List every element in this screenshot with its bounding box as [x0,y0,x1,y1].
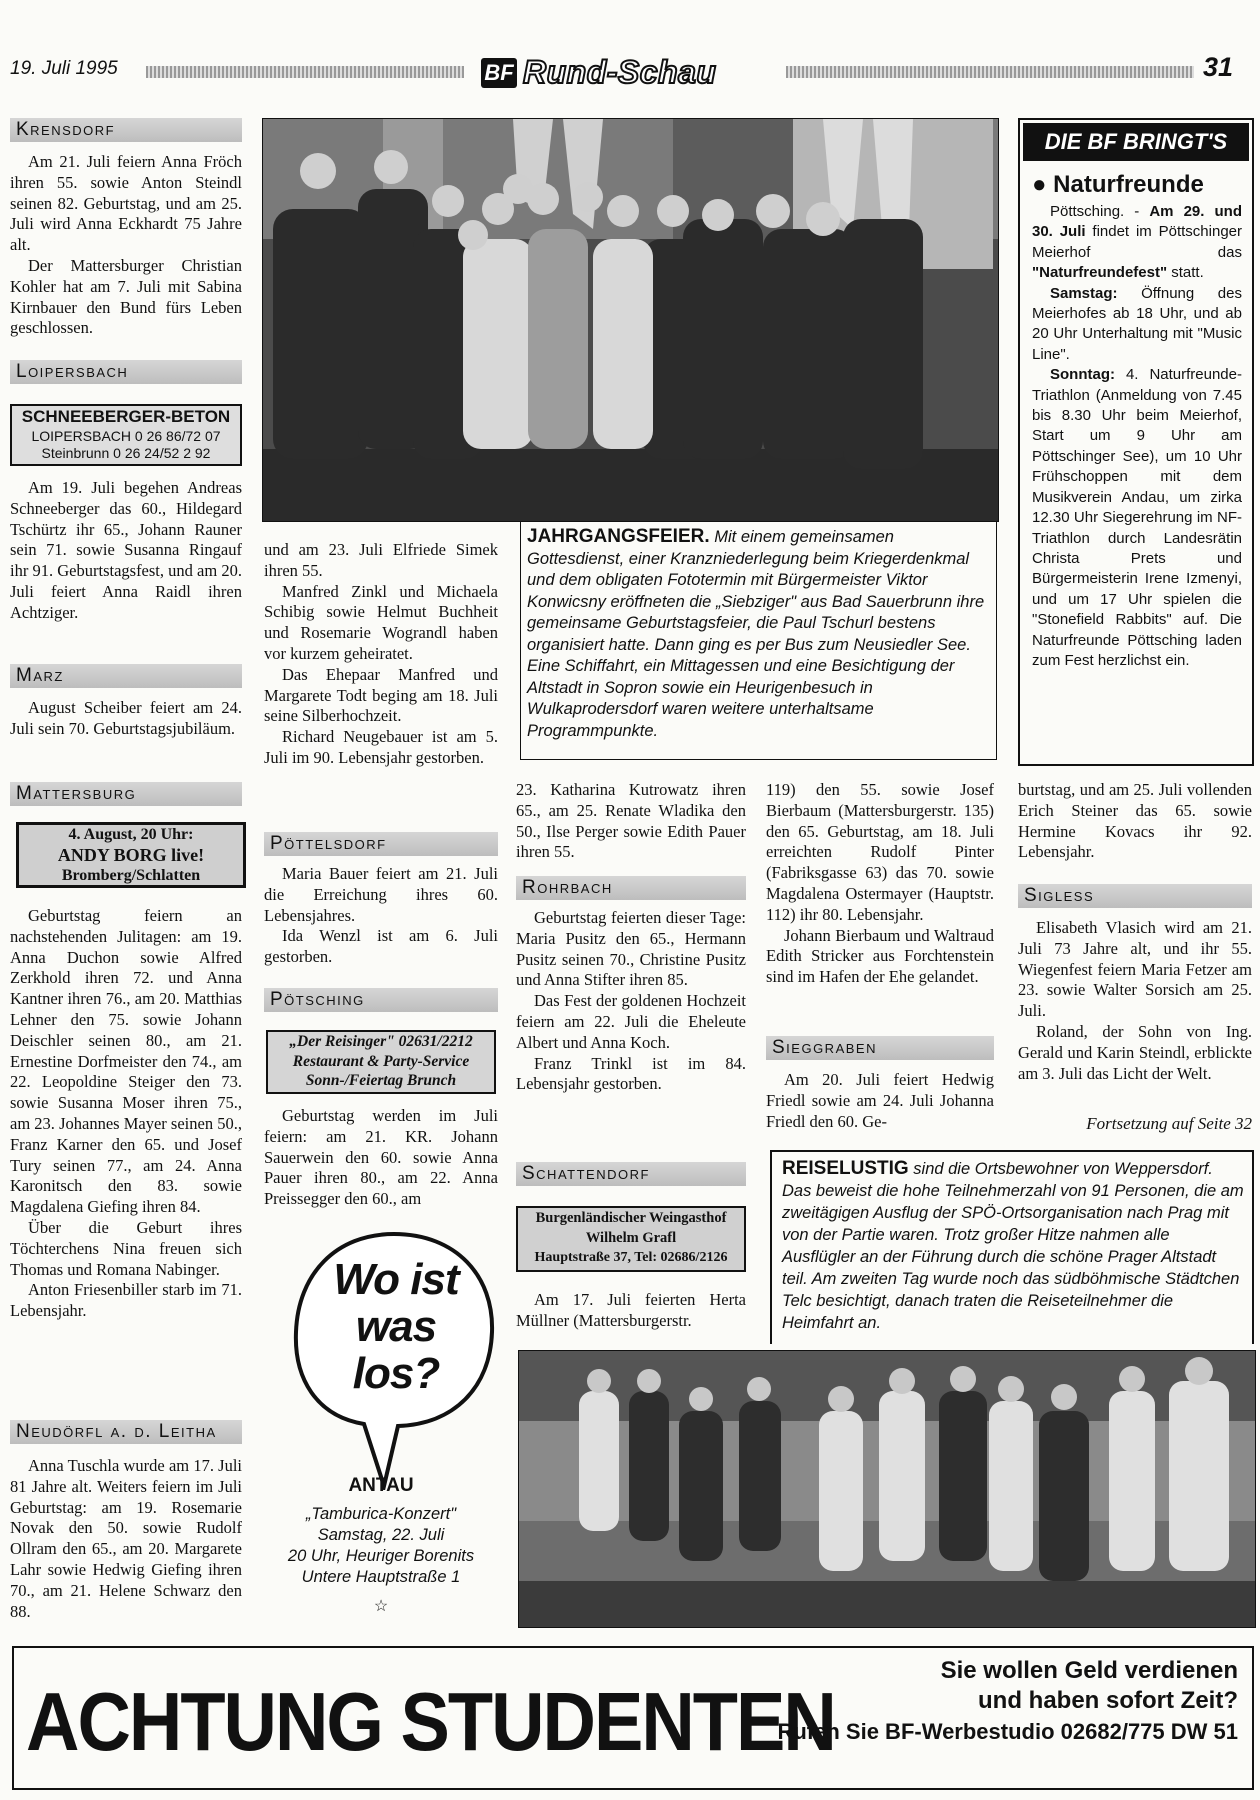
speech-bubble-text: Wo ist was los? [333,1255,459,1398]
heading-mattersburg: Mattersburg [10,782,242,806]
group-photo-illustration [263,119,998,521]
box-bf-bringts-text: Pöttsching. - Am 29. und 30. Juli findet im Pöttschinger Meierhof das "Naturfreundefest" statt. Samstag: Öffnung des Meierhofes ab 18 Uhr, und ab 20 Uhr Unterhaltung mit "Music Line". Sonntag: 4. Naturfreunde-Triathlon (Anmeldung von 7.45 bis 8.30 Uhr beim Meierhof, Start um 9 Uhr am Pöttschinger See), um 10 Uhr Frühschoppen mit dem Musikverein Andau, um zirka 12.30 Uhr Siegerehrung im NF-Triathlon durch Landesrätin Christa Prets und Bürgermeisterin Irene Izmenyi, und um 17 Uhr spielen die "Stonefield Rabbits" auf. Die Naturfreunde Pöttsching laden zum Fest herzlichst ein. [1032,203,1243,669]
ad-reisinger-line2: Restaurant & Party-Service [292,1053,470,1070]
text-krensdorf: Am 21. Juli feiern Anna Fröch ihren 55. sowie Anton Steindl seinen 82. Geburtstag, und am 25. Juli wird Anna Eckhardt 75 Jahre alt. Der Mattersburger Christian Kohler hat am 7. Juli mit Sabina Kirnbauer den Bund fürs Leben geschlossen. [10,152,242,338]
text-schattendorf: Am 17. Juli feierten Herta Müllner (Mattersburgerstr. [516,1290,746,1330]
heading-poetsching: Pötsching [264,988,498,1012]
heading-marz: Marz [10,664,242,688]
crowd-photo-illustration [519,1351,1255,1627]
text-neudoerfl: Anna Tuschla wurde am 17. Juli 81 Jahre alt. Weiters feiern im Juli Geburtstag: am 19. Rosemarie Novak den 50. sowie Rudolf Ollram den 65., am 20. Margarete Lahr sowie Hedwig Giefing ihren 70., am 21. Helene Schwarz den 88. [10,1456,242,1621]
caption-lead-jahrgangsfeier: JAHRGANGSFEIER. [527,526,710,547]
bf-logo: BF [481,58,517,88]
heading-krensdorf: Krensdorf [10,118,242,142]
text-poettelsdorf: Maria Bauer feiert am 21. Juli die Erreichung ihres 60. Lebensjahres. Ida Wenzl ist am 6. Juli gestorben. [264,864,498,967]
ad-studenten-headline: ACHTUNG STUDENTEN [26,1674,835,1768]
ad-schneeberger-beton [10,404,242,466]
photo-jahrgangsfeier [262,118,999,522]
event-time: 20 Uhr, Heuriger Borenits [287,1547,475,1565]
caption-text-reiselustig: sind die Ortsbewohner von Weppersdorf. Das beweist die hohe Teilnehmerzahl von 91 Personen, die am zweitägigen Ausflug der SPÖ-Ortsorganisation nach Prag mit von der Partie waren. Trotz großer Hitze nahmen alle Ausflügler an der Führung durch die schöne Prager Altstadt teil. Am zweiten Tag wurde noch das südböhmische Städtchen Telc besichtigt, danach traten die Reiseteilnehmer die Heimfahrt an. [782,1160,1244,1332]
ad-studenten-line1: Sie wollen Geld verdienen [940,1657,1238,1684]
section-title: Rund-Schau [523,54,717,90]
text-rohrbach: Geburtstag feierten dieser Tage: Maria Pusitz den 65., Hermann Pusitz seinen 70., Christine Pusitz und Anna Stifter ihren 85. Das Fest der goldenen Hochzeit feiern am 22. Juli die Eheleute Albert und Anna Koch. Franz Trinkl ist im 84. Lebensjahr gestorben. [516,908,746,1094]
issue-date: 19. Juli 1995 [10,58,118,79]
heading-neudoerfl: Neudörfl a. d. Leitha [10,1420,242,1444]
heading-rohrbach: Rohrbach [516,876,746,900]
bullet-icon: ● [1032,171,1047,198]
ad-grafl-line2: Wilhelm Grafl [585,1230,677,1246]
heading-poettelsdorf: Pöttelsdorf [264,832,498,856]
page-number: 31 [1203,52,1234,82]
heading-sigless: Sigless [1018,884,1252,908]
caption-box-reiselustig [770,1150,1254,1344]
ad-achtung-studenten [12,1646,1254,1790]
text-col2-top: und am 23. Juli Elfriede Simek ihren 55. Manfred Zinkl und Michaela Schibig sowie Helmut Buchheit und Rosemarie Wograndl haben vor kurzem geheiratet. Das Ehepaar Manfred und Margarete Todt beging am 18. Juli seine Silberhochzeit. Richard Neugebauer ist am 5. Juli im 90. Lebensjahr gestorben. [264,540,498,767]
ad-schneeberger-line2: Steinbrunn 0 26 24/52 2 92 [41,445,211,461]
ad-borg-title: ANDY BORG live! [57,845,205,865]
header-rule-left [146,66,464,78]
event-place: ANTAU [348,1475,414,1496]
heading-sieggraben: Sieggraben [766,1036,994,1060]
ad-schneeberger-title: SCHNEEBERGER-BETON [21,407,231,426]
photo-reiselustig [518,1350,1256,1628]
box-bf-bringts [1018,118,1254,766]
ad-studenten-line3: Rufen Sie BF-Werbestudio 02682/775 DW 51 [777,1719,1238,1744]
header-rule-right [786,66,1194,78]
ad-grafl-line1: Burgenländischer Weingasthof [535,1210,727,1226]
event-address: Untere Hauptstraße 1 [301,1568,461,1586]
text-col4-top: 119) den 55. sowie Josef Bierbaum (Mattersburgerstr. 135) den 65. Geburtstag, am 18. Juli erreichten Rudolf Pinter (Fabriksgasse 63) das 70. sowie Magdalena Ostermayer (Hauptstr. 112) ihr 80. Lebensjahr. Johann Bierbaum und Waltraud Edith Stricker aus Forchtenstein sind im Hafen der Ehe gelandet. [766,780,994,987]
caption-lead-reiselustig: REISELUSTIG [782,1158,909,1179]
star-icon: ☆ [373,1598,389,1615]
text-poetsching: Geburtstag werden im Juli feiern: am 21. KR. Johann Sauerwein den 60. sowie Anna Pauer ihren 80., am 22. Anna Preissegger den 60., am [264,1106,498,1209]
event-title: „Tamburica-Konzert" [305,1505,457,1523]
ad-borg-date: 4. August, 20 Uhr: [68,826,194,843]
continued-note: Fortsetzung auf Seite 32 [1086,1114,1252,1133]
text-sieggraben: Am 20. Juli feiert Hedwig Friedl sowie am 24. Juli Johanna Friedl den 60. Ge- [766,1070,994,1131]
ad-andy-borg [16,822,246,888]
text-loipersbach: Am 19. Juli begehen Andreas Schneeberger das 60., Hildegard Tschürtz ihr 65., Johann Rauner sein 71. sowie Susanna Ringauf ihr 91. Geburtstagsfest, und am 20. Juli feiert Anna Raidl ihren Achtziger. [10,478,242,622]
ad-reisinger-line3: Sonn-/Feiertag Brunch [305,1072,457,1089]
text-col5-top: burtstag, und am 25. Juli vollenden Erich Steiner das 65. sowie Hermine Kovacs ihr 92. Lebensjahr. [1018,780,1252,862]
text-sigless: Elisabeth Vlasich wird am 21. Juli 73 Jahre alt, und ihr 55. Wiegenfest feiern Maria Fetzer am 23. sowie Walter Sorsich am 25. Juli. Roland, der Sohn von Ing. Gerald und Karin Steindl, erblickte am 3. Juli das Licht der Welt. [1018,918,1252,1083]
caption-text-jahrgangsfeier: Mit einem gemeinsamen Gottesdienst, einer Kranzniederlegung beim Kriegerdenkmal und dem obligaten Fototermin mit Bürgermeister Viktor Konwicsny eröffneten die „Siebziger" aus Bad Sauerbrunn ihre gemeinsame Geburtstagsfeier, die Paul Tschurl bestens organisiert hatte. Dann ging es per Bus zum Neusiedler See. Eine Schiffahrt, ein Mittagessen und eine Besichtigung der Altstadt in Sopron sowie ein Heurigenbesuch in Wulkaprodersdorf waren weitere unterhaltsame Programmpunkte. [527,528,985,740]
ad-der-reisinger [266,1030,496,1094]
event-date: Samstag, 22. Juli [317,1526,445,1544]
bullet-heading [1032,168,1242,202]
ad-grafl-line3: Hauptstraße 37, Tel: 02686/2126 [534,1250,728,1265]
box-bf-bringts-title: DIE BF BRINGT'S [1023,123,1249,161]
ad-weingasthof-grafl [516,1206,746,1272]
ad-studenten-line2: und haben sofort Zeit? [978,1687,1238,1714]
ad-reisinger-line1: „Der Reisinger" 02631/2212 [289,1033,473,1050]
heading-schattendorf: Schattendorf [516,1162,746,1186]
caption-box-jahrgangsfeier [520,522,997,760]
text-marz: August Scheiber feiert am 24. Juli sein 70. Geburtstagsjubiläum. [10,698,242,738]
ad-schneeberger-line1: LOIPERSBACH 0 26 86/72 07 [31,428,221,444]
text-col3-top: 23. Katharina Kutrowatz ihren 65., am 25. Renate Wladika den 50., Ilse Perger sowie Edith Pauer ihren 55. [516,780,746,862]
ad-borg-place: Bromberg/Schlatten [61,867,201,884]
event-listing-antau [264,1474,498,1616]
text-mattersburg: Geburtstag feiern an nachstehenden Julitagen: am 19. Anna Duchon sowie Alfred Zerkhold ihren 72. und Anna Kantner ihren 76., am 20. Matthias Lehner den 75. sowie Johann Deischler seinen 80., am 21. Ernestine Dorfmeister den 74., am 22. Leopoldine Steiger den 73. sowie Susanna Moser ihren 75., am 23. Johannes Mayer seinen 50., Franz Karner den 65. und Josef Tury seinen 77., am 24. Anna Karonitsch den 83. sowie Magdalena Giefing ihren 84. Über die Geburt ihres Töchterchens Nina freuen sich Thomas und Romana Nabinger. Anton Friesenbiller starb im 71. Lebensjahr. [10,906,242,1321]
heading-loipersbach: Loipersbach [10,360,242,384]
bullet-heading-text: Naturfreunde [1053,171,1204,198]
